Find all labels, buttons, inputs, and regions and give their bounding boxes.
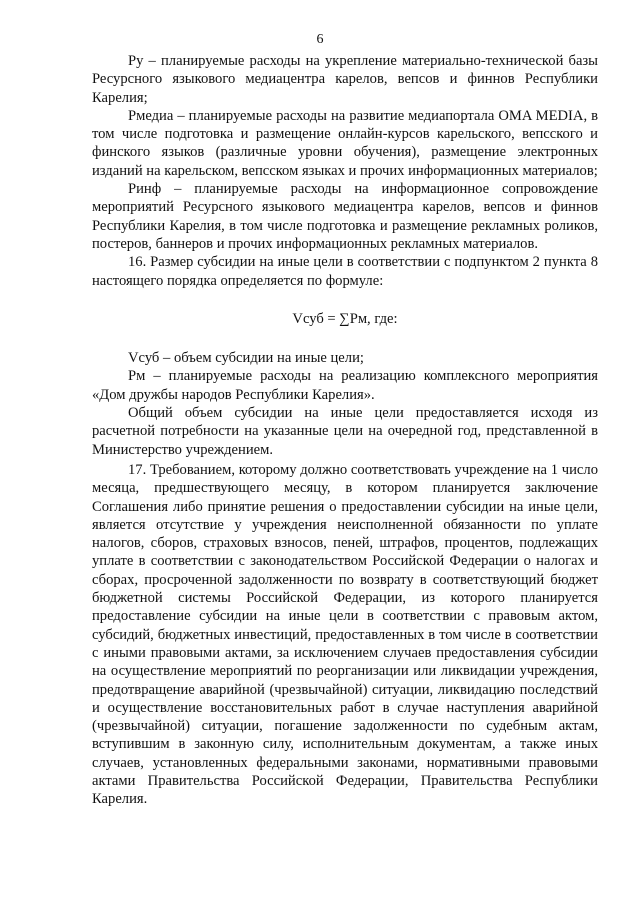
paragraph-rm: Рм – планируемые расходы на реализацию комплексного мероприятия «Дом дружбы народов Республики Карелия».: [92, 368, 598, 403]
formula: Vсуб = ∑Рм, где:: [292, 310, 398, 327]
paragraph-rmedia: Рмедиа – планируемые расходы на развитие медиапортала OMA MEDIA, в том числе подготовка и размещение онлайн-курсов карельского, вепсского и финского языков (различные уровни обучения), размещение электронных изданий на карельском, вепсском языках и прочих информационных материалов;: [92, 107, 598, 179]
paragraph-total-volume: Общий объем субсидии на иные цели предоставляется исходя из расчетной потребности на указанные цели на очередной год, представленной в Министерство учреждением.: [92, 405, 598, 458]
document-body: [92, 52, 598, 809]
paragraph-ru: Ру – планируемые расходы на укрепление материально-технической базы Ресурсного языкового медиацентра карелов, вепсов и финнов Республики Карелия;: [92, 53, 598, 106]
paragraph-rinf: Ринф – планируемые расходы на информационное сопровождение мероприятий Ресурсного языкового медиацентра карелов, вепсов и финнов Республики Карелия, в том числе подготовка и размещение рекламных роликов, постеров, баннеров и прочих информационных рекламных материалов.: [92, 181, 598, 252]
paragraph-17: 17. Требованием, которому должно соответствовать учреждение на 1 число месяца, предшествующего месяцу, в котором планируется заключение Соглашения либо принятие решения о предоставлении субсидии на иные цели, является отсутствие у учреждения неисполненной обязанности по уплате налогов, сборов, страховых взносов, пеней, штрафов, процентов, подлежащих уплате в соответствии с законодательством Российской Федерации о налогах и сборах, просроченной задолженности по возврату в соответствующий бюджет бюджетной системы Российской Федерации, из которого планируется предоставление субсидии на иные цели в соответствии с правовым актом, субсидий, бюджетных инвестиций, предоставленных в том числе в соответствии с иными правовыми актами, за исключением случаев предоставления субсидии на осуществление мероприятий по реорганизации или ликвидации учреждения, предотвращение аварийной (чрезвычайной) ситуации, ликвидацию последствий и осуществление восстановительных работ в случае наступления аварийной (чрезвычайной) ситуации, погашение задолженности по судебным актам, вступившим в законную силу, исполнительным документам, а также иных случаев, установленных федеральными законами, нормативными правовыми актами Правительства Российской Федерации, Правительства Республики Карелия.: [92, 461, 598, 808]
paragraph-16: 16. Размер субсидии на иные цели в соответствии с подпунктом 2 пункта 8 настоящего порядка определяется по формуле:: [92, 254, 598, 289]
page-number: 6: [316, 32, 324, 47]
paragraph-vsub: Vсуб – объем субсидии на иные цели;: [128, 350, 364, 367]
